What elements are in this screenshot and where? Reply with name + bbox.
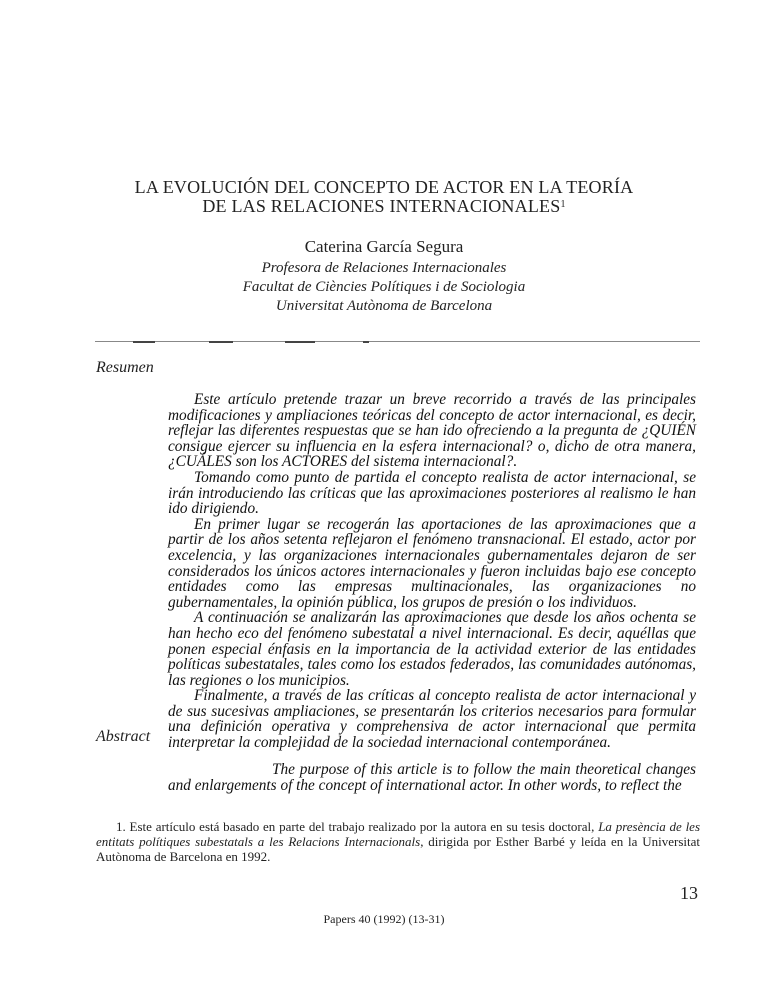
page-number: 13: [680, 883, 698, 903]
divider-mark: [209, 341, 233, 343]
author-affiliation: [0, 259, 768, 316]
footnote-cited-title: La presència de les entitats polítiques subestatals a les Relacions Internacionals: [96, 819, 701, 849]
divider-mark: [133, 341, 155, 343]
divider-mark: [363, 341, 369, 343]
title-footnote-ref[interactable]: 1: [560, 199, 566, 210]
author-name: Caterina García Segura: [304, 237, 464, 256]
resumen-paragraph: Tomando como punto de partida el concepto realista de actor internacional, se irán introduciendo las críticas que las aproximaciones posteriores al realismo le han ido dirigiendo.: [168, 468, 696, 518]
affiliation-line: Universitat Autònoma de Barcelona: [275, 298, 493, 314]
divider-mark: [285, 341, 315, 343]
footnote-number: 1.: [116, 819, 126, 834]
abstract-heading: Abstract: [96, 728, 151, 745]
abstract-paragraph: The purpose of this article is to follow the main theoretical changes and enlargements of the concept of international actor. In other words, to reflect the: [168, 761, 696, 794]
footnote-text: 1. Este artículo está basado en parte del trabajo realizado por la autora en su tesis doctoral, La presència de les entitats polítiques subestatals a les Relacions Internacionals, dirigida por Esther Barbé y leída en la Universitat Autònoma de Barcelona en 1992.: [96, 819, 701, 864]
resumen-paragraph: A continuación se analizarán las aproximaciones que desde los años ochenta se han hecho eco del fenómeno subestatal a nivel internacional. Es decir, aquéllas que ponen especial énfasis en la importancia de la actividad exterior de las entidades políticas subestatales, tales como los estados federados, las comunidades autónomas, las regiones o los municipios.: [168, 609, 696, 689]
resumen-paragraph: En primer lugar se recogerán las aportaciones de las aproximaciones que a partir de los años setenta reflejaron el fenómeno transnacional. El estado, actor por excelencia, y las organizaciones internacionales gubernamentales dejaron de ser considerados los únicos actores internacionales y fueron incluidas bajo ese concepto entidades como las empresas multinacionales, las organizaciones no gubernamentales, la opinión pública, los grupos de presión o los individuos.: [168, 515, 696, 611]
resumen-body: [168, 392, 696, 751]
resumen-paragraph: Finalmente, a través de las críticas al concepto realista de actor internacional y de sus sucesivas ampliaciones, se presentarán los criterios necesarios para formular una definición operativa y comprehensiva de actor internacional que permita interpretar la complejidad de la sociedad internacional contemporánea.: [168, 687, 696, 752]
resumen-heading: Resumen: [96, 359, 154, 376]
resumen-paragraph: Este artículo pretende trazar un breve recorrido a través de las principales modificaciones y ampliaciones teóricas del concepto de actor internacional, es decir, reflejar las diferentes respuestas que se han ido ofreciendo a la pregunta de ¿QUIÉN consigue ejercer su influencia en la esfera internacional? o, dicho de otra manera, ¿CUÁLES son los ACTORES del sistema internacional?.: [168, 391, 696, 471]
title-line-1: LA EVOLUCIÓN DEL CONCEPTO DE ACTOR EN LA TEORÍA: [134, 177, 634, 197]
affiliation-line: Profesora de Relaciones Internacionales: [261, 260, 507, 276]
journal-citation: Papers 40 (1992) (13-31): [323, 912, 445, 926]
abstract-body: [168, 762, 696, 793]
section-divider: [95, 341, 700, 342]
affiliation-line: Facultat de Ciències Polítiques i de Sociologia: [242, 279, 526, 295]
footnote: [96, 819, 700, 864]
title-line-2: DE LAS RELACIONES INTERNACIONALES$^1$: [202, 196, 566, 216]
article-title: [0, 178, 768, 216]
